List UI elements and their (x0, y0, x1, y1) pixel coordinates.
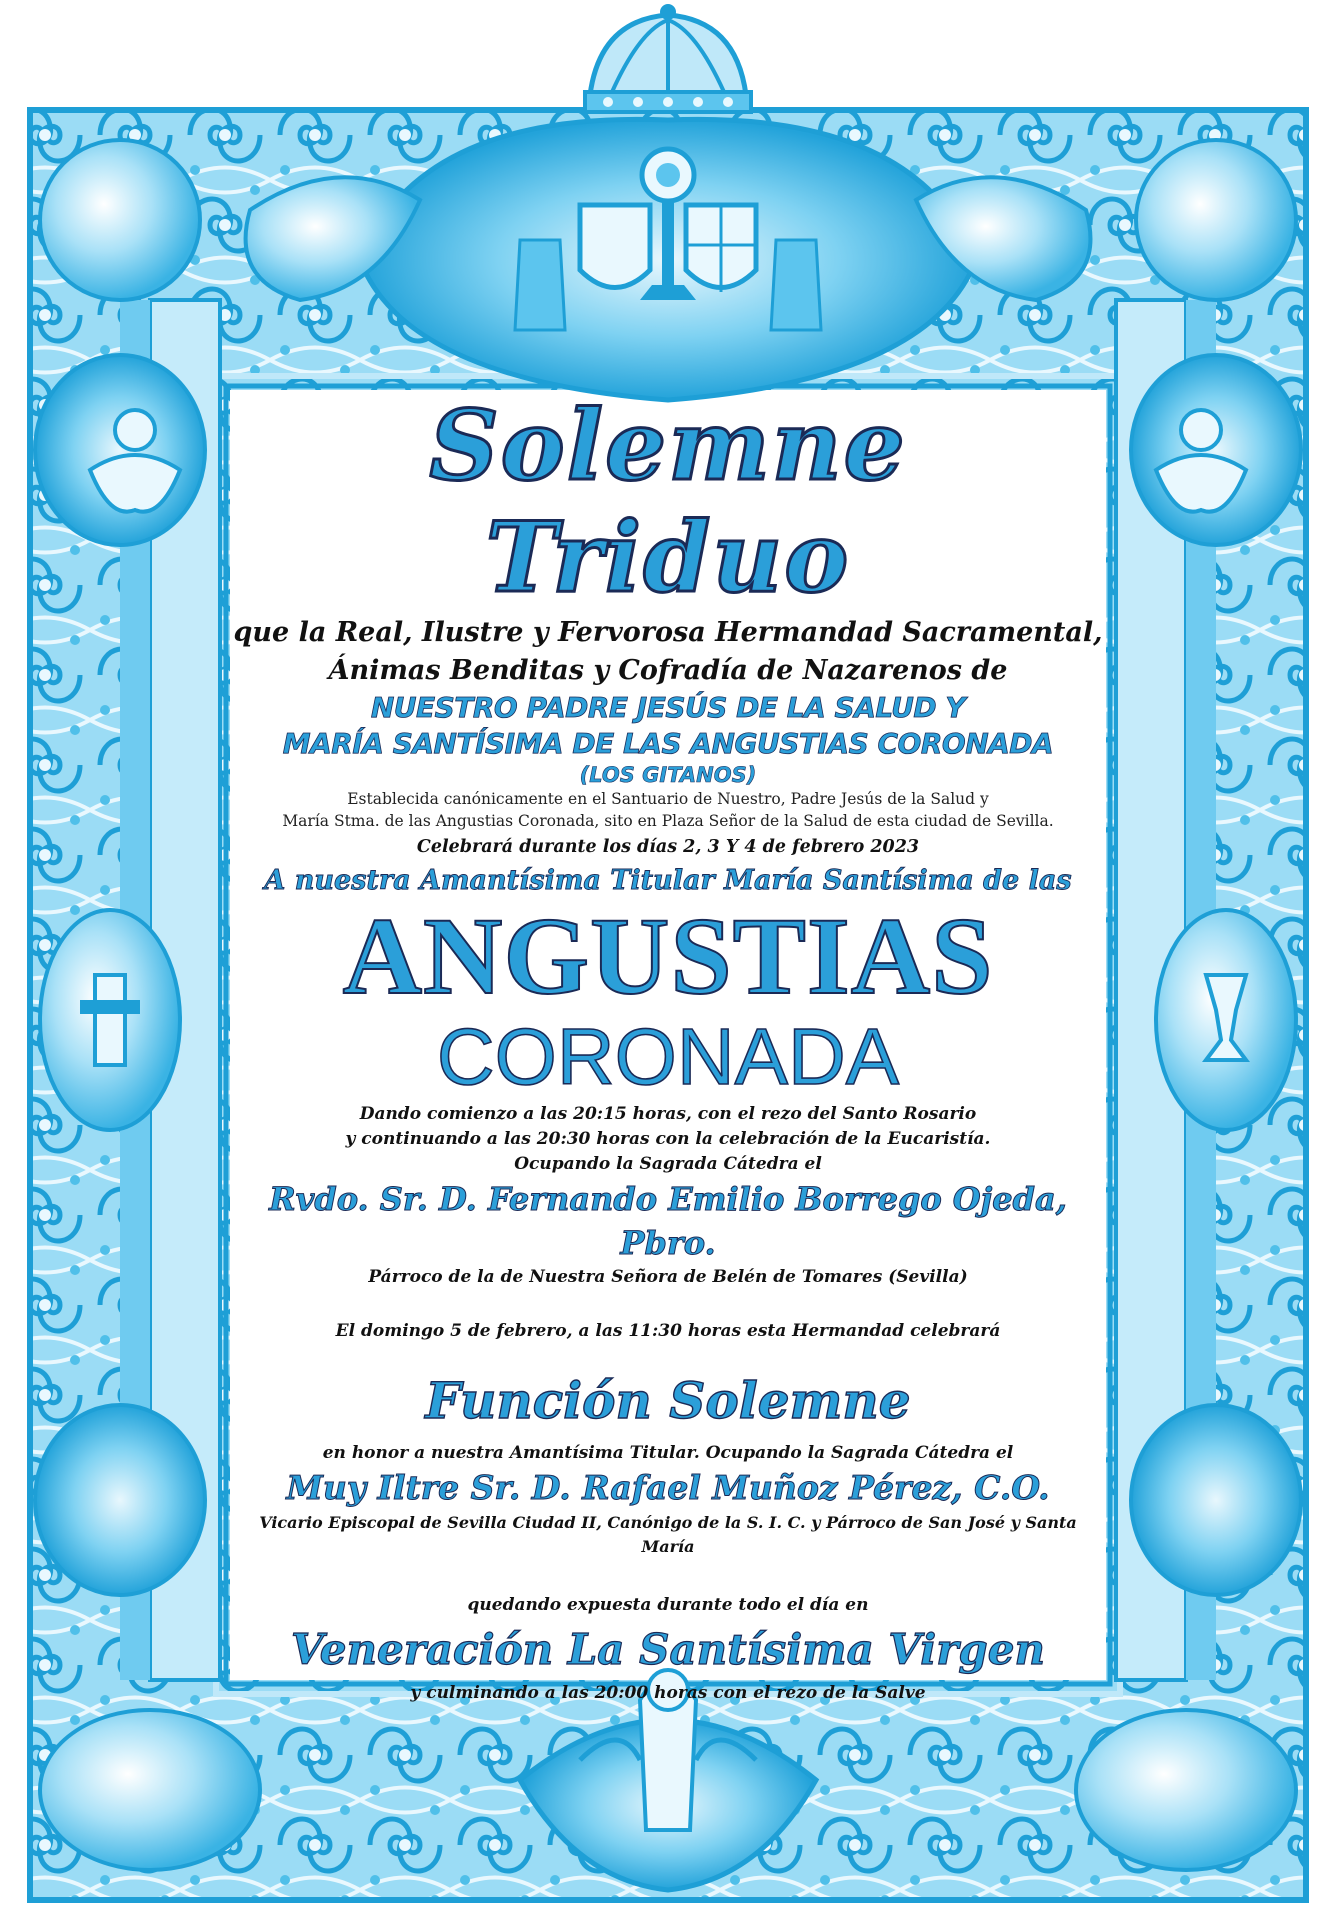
triduo-preacher-role: Párroco de la de Nuestra Señora de Belén de Tomares (Sevilla) (368, 1267, 968, 1287)
funcion-title: Función Solemne (425, 1371, 911, 1430)
funcion-honor-line: en honor a nuestra Amantísima Titular. Ocupando la Sagrada Cátedra el (322, 1443, 1014, 1463)
triduo-dates: Celebrará durante los días 2, 3 Y 4 de febrero 2023 (416, 837, 920, 857)
brotherhood-line-2: MARÍA SANTÍSIMA DE LAS ANGUSTIAS CORONADA (282, 727, 1054, 760)
funcion-preacher-role: Vicario Episcopal de Sevilla Ciudad II, Canónigo de la S. I. C. y Párroco de San José y Santa María (259, 1513, 1077, 1556)
titular-name-angustias: ANGUSTIAS (342, 895, 994, 1017)
schedule-line-2: y continuando a las 20:30 horas con la celebración de la Eucaristía. (345, 1129, 991, 1149)
established-line-1: Establecida canónicamente en el Santuario de Nuestro, Padre Jesús de la Salud y (347, 790, 989, 808)
triduo-preacher: Rvdo. Sr. D. Fernando Emilio Borrego Ojeda, Pbro. (269, 1180, 1067, 1262)
established-line-2: María Stma. de las Angustias Coronada, sito en Plaza Señor de la Salud de esta ciudad de Sevilla. (282, 812, 1054, 830)
poster-content (230, 389, 1106, 1703)
intro-line-1: que la Real, Ilustre y Fervorosa Hermandad Sacramental, (233, 617, 1103, 648)
crown-icon (585, 4, 751, 112)
funcion-preacher: Muy Iltre Sr. D. Rafael Muñoz Pérez, C.O. (286, 1468, 1050, 1507)
schedule-line-1: Dando comienzo a las 20:15 horas, con el rezo del Santo Rosario (359, 1104, 977, 1124)
main-title: Solemne Triduo (429, 389, 907, 614)
intro-line-2: Ánimas Benditas y Cofradía de Nazarenos de (328, 655, 1008, 686)
brotherhood-line-1: NUESTRO PADRE JESÚS DE LA SALUD Y (370, 691, 966, 724)
titular-name-coronada: CORONADA (436, 1012, 900, 1101)
schedule-line-3: Ocupando la Sagrada Cátedra el (514, 1154, 822, 1174)
funcion-intro: El domingo 5 de febrero, a las 11:30 horas esta Hermandad celebrará (335, 1321, 1001, 1341)
veneracion-intro: quedando expuesta durante todo el día en (467, 1595, 869, 1615)
titular-line: A nuestra Amantísima Titular María Santísima de las (264, 865, 1072, 896)
brotherhood-nickname: (LOS GITANOS) (579, 763, 757, 787)
veneracion-title: Veneración La Santísima Virgen (291, 1625, 1045, 1674)
veneracion-closing: y culminando a las 20:00 horas con el rezo de la Salve (410, 1683, 926, 1703)
